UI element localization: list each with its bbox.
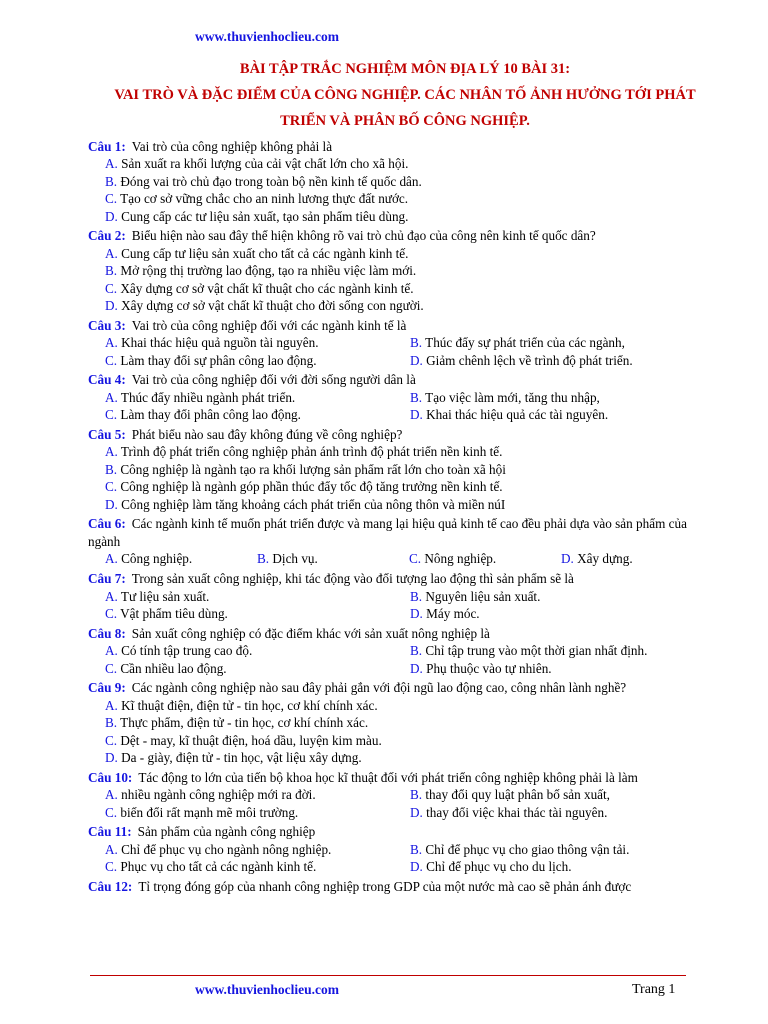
question-text: Vai trò của công nghiệp đối với đời sống người dân là xyxy=(131,372,416,388)
question-stem xyxy=(88,227,713,244)
option-label: B. xyxy=(257,551,270,567)
answer-option[interactable] xyxy=(105,406,410,423)
question-label: Câu 8: xyxy=(88,625,126,641)
question-stem xyxy=(88,679,713,696)
option-label: C. xyxy=(105,660,118,676)
option-text: Chỉ để phục vụ cho ngành nông nghiệp. xyxy=(121,841,332,857)
answer-option[interactable] xyxy=(410,858,710,875)
option-text: thay đổi quy luật phân bố sản xuất, xyxy=(425,787,610,803)
question-text: Các ngành kinh tế muốn phát triển được và mang lại hiệu quả kinh tế cao đều phải dựa vào sản phẩm của ngành xyxy=(88,516,687,549)
option-text: Khai thác hiệu quả nguồn tài nguyên. xyxy=(121,335,319,351)
question-text: Vai trò của công nghiệp đối với các ngành kinh tế là xyxy=(131,317,407,333)
question-label: Câu 4: xyxy=(88,372,126,388)
answer-option[interactable] xyxy=(105,297,713,314)
question-text: Trong sản xuất công nghiệp, khi tác động vào đối tượng lao động thì sản phẩm sẽ là xyxy=(131,571,574,587)
option-text: Chỉ tập trung vào một thời gian nhất định. xyxy=(425,643,648,659)
option-text: Thúc đẩy sự phát triển của các ngành, xyxy=(425,335,625,351)
title-line-1: BÀI TẬP TRẮC NGHIỆM MÔN ĐỊA LÝ 10 BÀI 31: xyxy=(239,61,571,77)
answer-options xyxy=(88,550,713,567)
answer-options xyxy=(88,697,713,767)
answer-option[interactable] xyxy=(410,786,710,803)
option-label: D. xyxy=(410,407,423,423)
answer-option[interactable] xyxy=(105,443,713,460)
option-label: D. xyxy=(410,859,423,875)
option-label: B. xyxy=(410,787,423,803)
answer-option[interactable] xyxy=(105,496,713,513)
answer-option[interactable] xyxy=(105,389,410,406)
option-text: Phụ thuộc vào tự nhiên. xyxy=(426,660,552,676)
option-label: D. xyxy=(410,605,423,621)
question-8 xyxy=(88,625,713,677)
option-text: Tư liệu sản xuất. xyxy=(120,588,210,604)
option-label: B. xyxy=(105,715,118,731)
option-label: C. xyxy=(105,280,118,296)
question-stem xyxy=(88,138,713,155)
answer-option[interactable] xyxy=(105,660,410,677)
option-label: D. xyxy=(410,804,423,820)
answer-option[interactable] xyxy=(410,841,710,858)
question-text: Sản phẩm của ngành công nghiệp xyxy=(137,824,316,840)
option-text: Sản xuất ra khối lượng của cải vật chất lớn cho xã hội. xyxy=(121,156,409,172)
question-stem xyxy=(88,317,713,334)
option-text: Công nghiệp làm tăng khoảng cách phát triển của nông thôn và miền núI xyxy=(121,496,506,512)
answer-option[interactable] xyxy=(105,697,713,714)
option-text: biến đổi rất mạnh mẽ môi trường. xyxy=(120,804,299,820)
question-label: Câu 1: xyxy=(88,139,126,154)
option-label: A. xyxy=(105,787,118,803)
answer-option[interactable] xyxy=(105,550,257,567)
option-text: Mở rộng thị trường lao động, tạo ra nhiều việc làm mới. xyxy=(120,263,417,279)
answer-option[interactable] xyxy=(105,732,713,749)
answer-option[interactable] xyxy=(410,588,710,605)
question-stem xyxy=(88,426,713,443)
footer-site-link[interactable]: www.thuvienhoclieu.com xyxy=(195,982,340,997)
option-label: A. xyxy=(105,841,118,857)
option-text: Thúc đẩy nhiều ngành phát triển. xyxy=(120,389,296,405)
question-label: Câu 2: xyxy=(88,228,126,244)
option-label: C. xyxy=(105,191,118,207)
question-11 xyxy=(88,823,713,875)
option-label: A. xyxy=(105,389,118,405)
option-label: C. xyxy=(409,551,422,567)
question-stem xyxy=(88,823,713,840)
answer-option[interactable] xyxy=(105,334,410,351)
option-text: Khai thác hiệu quả các tài nguyên. xyxy=(426,407,609,423)
option-text: Trình độ phát triển công nghiệp phản ánh trình độ phát triển nền kinh tế. xyxy=(120,444,503,460)
question-text: Tỉ trọng đóng góp của nhanh công nghiệp trong GDP của một nước mà cao sẽ phản ánh được xyxy=(138,878,632,894)
option-label: A. xyxy=(105,335,118,351)
option-text: Chỉ để phục vụ cho giao thông vận tải. xyxy=(425,841,630,857)
option-label: C. xyxy=(105,407,118,423)
option-label: A. xyxy=(105,643,118,659)
question-label: Câu 12: xyxy=(88,878,133,894)
answer-option[interactable] xyxy=(105,841,410,858)
question-text: Phát biểu nào sau đây không đúng về công nghiệp? xyxy=(131,427,403,443)
answer-option[interactable] xyxy=(409,550,561,567)
answer-option[interactable] xyxy=(105,155,713,172)
option-label: A. xyxy=(105,245,118,261)
answer-option[interactable] xyxy=(105,858,410,875)
answer-option[interactable] xyxy=(561,550,711,567)
answer-option[interactable] xyxy=(105,190,713,207)
answer-options xyxy=(88,443,713,513)
option-text: Chỉ để phục vụ cho du lịch. xyxy=(426,859,572,875)
option-label: D. xyxy=(410,660,423,676)
option-text: Làm thay đổi sự phân công lao động. xyxy=(120,352,317,368)
answer-options xyxy=(88,588,713,623)
option-label: D. xyxy=(410,352,423,368)
question-label: Câu 10: xyxy=(88,769,133,785)
option-text: Cần nhiều lao động. xyxy=(120,660,227,676)
option-text: Xây dựng. xyxy=(577,551,633,567)
answer-options xyxy=(88,334,713,369)
option-label: D. xyxy=(105,749,118,765)
answer-option[interactable] xyxy=(105,262,713,279)
option-label: C. xyxy=(105,479,118,495)
answer-option[interactable] xyxy=(105,461,713,478)
question-list xyxy=(88,138,713,898)
option-label: A. xyxy=(105,156,118,172)
answer-options xyxy=(88,786,713,821)
answer-option[interactable] xyxy=(105,605,410,622)
answer-option[interactable] xyxy=(105,749,713,766)
answer-option[interactable] xyxy=(410,605,710,622)
option-label: A. xyxy=(105,551,118,567)
option-text: Thực phẩm, điện tử - tin học, cơ khí chính xác. xyxy=(120,715,369,731)
option-text: Tạo cơ sở vững chắc cho an ninh lương thực đất nước. xyxy=(120,191,409,207)
question-text: Vai trò của công nghiệp không phải là xyxy=(131,139,333,154)
answer-option[interactable] xyxy=(410,389,710,406)
question-3 xyxy=(88,317,713,369)
option-text: nhiều ngành công nghiệp mới ra đời. xyxy=(121,787,316,803)
question-stem xyxy=(88,878,713,895)
question-stem xyxy=(88,570,713,587)
answer-option[interactable] xyxy=(105,478,713,495)
option-label: A. xyxy=(105,588,118,604)
answer-options xyxy=(88,642,713,677)
option-text: Đóng vai trò chủ đạo trong toàn bộ nền kinh tế quốc dân. xyxy=(120,173,422,189)
question-label: Câu 7: xyxy=(88,571,126,587)
option-text: Xây dựng cơ sở vật chất kĩ thuật cho các ngành kinh tế. xyxy=(120,280,414,296)
option-text: Da - giày, điện tử - tin học, vật liệu xây dựng. xyxy=(121,749,362,765)
option-label: C. xyxy=(105,804,118,820)
option-label: C. xyxy=(105,732,118,748)
answer-option[interactable] xyxy=(105,786,410,803)
question-12 xyxy=(88,878,713,895)
option-text: thay đổi việc khai thác tài nguyên. xyxy=(426,804,608,820)
option-label: D. xyxy=(561,551,574,567)
option-text: Phục vụ cho tất cả các ngành kinh tế. xyxy=(120,859,317,875)
option-label: C. xyxy=(105,352,118,368)
title-line-2: VAI TRÒ VÀ ĐẶC ĐIỂM CỦA CÔNG NGHIỆP. CÁC NHÂN TỐ ẢNH HƯỞNG TỚI PHÁT xyxy=(114,87,696,103)
question-label: Câu 9: xyxy=(88,680,126,696)
question-2 xyxy=(88,227,713,314)
question-label: Câu 3: xyxy=(88,317,126,333)
question-4 xyxy=(88,371,713,423)
option-text: Xây dựng cơ sở vật chất kĩ thuật cho đời sống con người. xyxy=(121,298,424,314)
option-label: D. xyxy=(105,208,118,224)
option-label: B. xyxy=(410,643,423,659)
question-5 xyxy=(88,426,713,513)
answer-options xyxy=(88,245,713,315)
question-stem xyxy=(88,371,713,388)
answer-options xyxy=(88,389,713,424)
option-text: Dịch vụ. xyxy=(272,551,318,567)
option-text: Làm thay đổi phân công lao động. xyxy=(120,407,301,423)
question-9 xyxy=(88,679,713,766)
question-text: Biểu hiện nào sau đây thể hiện không rõ vai trò chủ đạo của công nên kinh tế quốc dân? xyxy=(131,228,596,244)
footer-divider xyxy=(90,975,686,976)
answer-option[interactable] xyxy=(410,642,710,659)
page-number: Trang 1 xyxy=(632,982,676,997)
option-text: Kĩ thuật điện, điện tử - tin học, cơ khí chính xác. xyxy=(121,697,378,713)
question-label: Câu 11: xyxy=(88,824,132,840)
answer-option[interactable] xyxy=(105,280,713,297)
answer-option[interactable] xyxy=(410,406,710,423)
answer-options xyxy=(88,841,713,876)
question-1 xyxy=(88,138,713,225)
answer-option[interactable] xyxy=(410,804,710,821)
question-text: Sản xuất công nghiệp có đặc điểm khác với sản xuất nông nghiệp là xyxy=(131,625,490,641)
option-label: B. xyxy=(105,263,118,279)
answer-option[interactable] xyxy=(105,714,713,731)
answer-option[interactable] xyxy=(105,352,410,369)
answer-option[interactable] xyxy=(257,550,409,567)
answer-option[interactable] xyxy=(410,352,710,369)
option-label: B. xyxy=(105,461,118,477)
option-label: B. xyxy=(410,389,423,405)
option-label: B. xyxy=(105,173,118,189)
option-text: Công nghiệp là ngành góp phần thúc đẩy tốc độ tăng trưởng nền kinh tế. xyxy=(120,479,503,495)
answer-option[interactable] xyxy=(410,334,710,351)
answer-option[interactable] xyxy=(105,208,713,225)
option-text: Công nghiệp là ngành tạo ra khối lượng sản phẩm rất lớn cho toàn xã hội xyxy=(120,461,506,477)
answer-option[interactable] xyxy=(105,588,410,605)
answer-option[interactable] xyxy=(105,245,713,262)
option-text: Công nghiệp. xyxy=(121,551,193,567)
option-text: Tạo việc làm mới, tăng thu nhập, xyxy=(425,389,600,405)
option-label: B. xyxy=(410,841,423,857)
option-text: Nông nghiệp. xyxy=(424,551,497,567)
question-10 xyxy=(88,769,713,821)
question-6 xyxy=(88,515,713,567)
answer-option[interactable] xyxy=(410,660,710,677)
answer-option[interactable] xyxy=(105,642,410,659)
question-stem xyxy=(88,769,713,786)
answer-option[interactable] xyxy=(105,804,410,821)
answer-options xyxy=(88,155,713,225)
option-label: D. xyxy=(105,496,118,512)
option-text: Dệt - may, kĩ thuật điện, hoá dầu, luyện kim màu. xyxy=(120,732,382,748)
question-text: Các ngành công nghiệp nào sau đây phải gắn với đội ngũ lao động cao, công nhân lành nghề? xyxy=(131,680,627,696)
option-label: B. xyxy=(410,335,423,351)
option-label: A. xyxy=(105,444,118,460)
option-label: B. xyxy=(410,588,423,604)
answer-option[interactable] xyxy=(105,173,713,190)
option-label: C. xyxy=(105,605,118,621)
question-stem xyxy=(88,515,713,550)
option-text: Giảm chênh lệch về trình độ phát triển. xyxy=(426,352,633,368)
question-label: Câu 6: xyxy=(88,516,126,532)
option-text: Nguyên liệu sản xuất. xyxy=(425,588,541,604)
question-7 xyxy=(88,570,713,622)
question-stem xyxy=(88,625,713,642)
option-text: Cung cấp các tư liệu sản xuất, tạo sản phẩm tiêu dùng. xyxy=(121,208,409,224)
option-label: C. xyxy=(105,859,118,875)
title-line-3: TRIỂN VÀ PHÂN BỐ CÔNG NGHIỆP. xyxy=(280,113,530,129)
option-text: Cung cấp tư liệu sản xuất cho tất cả các ngành kinh tế. xyxy=(121,245,409,261)
header-site-link[interactable]: www.thuvienhoclieu.com xyxy=(195,29,340,44)
document-title xyxy=(60,56,750,134)
question-label: Câu 5: xyxy=(88,427,126,443)
option-label: A. xyxy=(105,697,118,713)
option-text: Máy móc. xyxy=(426,605,480,621)
option-label: D. xyxy=(105,298,118,314)
question-text: Tác động to lớn của tiến bộ khoa học kĩ thuật đối với phát triển công nghiệp không phải là làm xyxy=(138,769,638,785)
option-text: Có tính tập trung cao độ. xyxy=(121,643,253,659)
option-text: Vật phẩm tiêu dùng. xyxy=(120,605,228,621)
